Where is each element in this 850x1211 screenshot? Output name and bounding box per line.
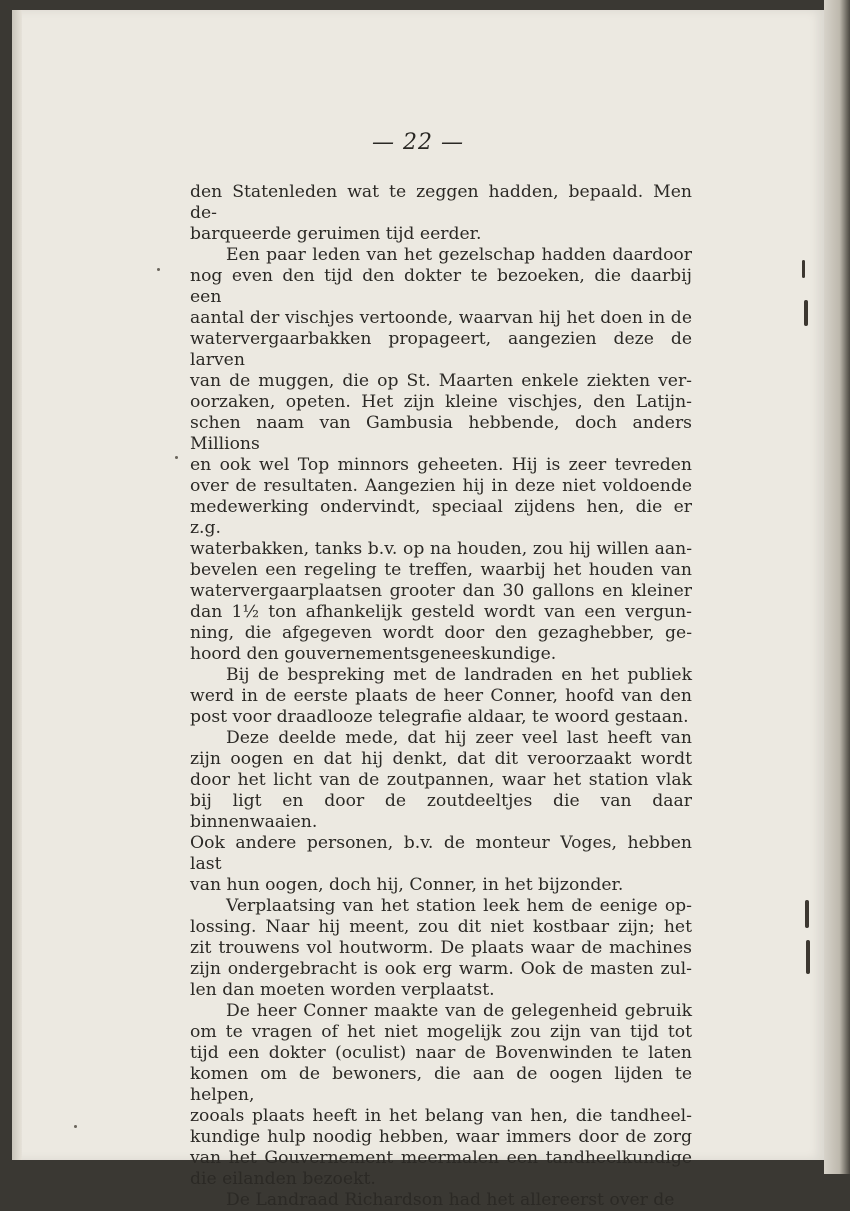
text-line: zijn ondergebracht is ook erg warm. Ook de masten zul- <box>190 959 692 979</box>
text-line: len dan moeten worden verplaatst. <box>190 980 495 1000</box>
text-line: van het Gouvernement meermalen een tandheelkundige <box>190 1148 692 1168</box>
text-line: en ook wel Top minnors geheeten. Hij is zeer tevreden <box>190 455 692 475</box>
text-line: Bij de bespreking met de landraden en het publiek <box>226 665 692 685</box>
text-line: watervergaarbakken propageert, aangezien deze de larven <box>190 329 692 370</box>
text-line: aantal der vischjes vertoonde, waarvan hij het doen in de <box>190 308 692 328</box>
text-line: lossing. Naar hij meent, zou dit niet kostbaar zijn; het <box>190 917 692 937</box>
text-line: ning, die afgegeven wordt door den gezaghebber, ge- <box>190 623 692 643</box>
body-text <box>190 182 692 1211</box>
document-page <box>12 10 824 1210</box>
text-line: om te vragen of het niet mogelijk zou zijn van tijd tot <box>190 1022 692 1042</box>
speck <box>157 268 160 271</box>
text-line: Ook andere personen, b.v. de monteur Voges, hebben last <box>190 833 692 874</box>
text-line: van hun oogen, doch hij, Conner, in het bijzonder. <box>190 875 624 895</box>
text-line: waterbakken, tanks b.v. op na houden, zou hij willen aan- <box>190 539 692 559</box>
text-line: Een paar leden van het gezelschap hadden daardoor <box>226 245 692 265</box>
speck <box>74 1125 77 1128</box>
text-line: Deze deelde mede, dat hij zeer veel last heeft van <box>226 728 692 748</box>
text-line: komen om de bewoners, die aan de oogen lijden te helpen, <box>190 1064 692 1105</box>
text-line: nog even den tijd den dokter te bezoeken, die daarbij een <box>190 266 692 307</box>
text-line: zijn oogen en dat hij denkt, dat dit veroorzaakt wordt <box>190 749 692 769</box>
text-line: medewerking ondervindt, speciaal zijdens hen, die er z.g. <box>190 497 692 538</box>
text-line: door het licht van de zoutpannen, waar het station vlak <box>190 770 692 790</box>
binding-mark <box>805 900 809 928</box>
text-line: De Landraad Richardson had het allereerst over de <box>226 1190 675 1210</box>
text-line: den Statenleden wat te zeggen hadden, bepaald. Men de- <box>190 182 692 223</box>
page-number: — 22 — <box>372 130 464 155</box>
text-line: Verplaatsing van het station leek hem de eenige op- <box>226 896 692 916</box>
binding-mark <box>804 300 808 326</box>
text-line: van de muggen, die op St. Maarten enkele ziekten ver- <box>190 371 692 391</box>
speck <box>175 456 178 459</box>
text-line: over de resultaten. Aangezien hij in deze niet voldoende <box>190 476 692 496</box>
binding-mark <box>806 940 810 974</box>
text-line: schen naam van Gambusia hebbende, doch anders Millions <box>190 413 692 454</box>
text-line: barqueerde geruimen tijd eerder. <box>190 224 482 244</box>
text-line: zit trouwens vol houtworm. De plaats waar de machines <box>190 938 692 958</box>
text-line: bij ligt en door de zoutdeeltjes die van daar binnenwaaien. <box>190 791 692 832</box>
text-line: tijd een dokter (oculist) naar de Bovenwinden te laten <box>190 1043 692 1063</box>
text-line: kundige hulp noodig hebben, waar immers door de zorg <box>190 1127 692 1147</box>
text-line: watervergaarplaatsen grooter dan 30 gallons en kleiner <box>190 581 692 601</box>
text-line: post voor draadlooze telegrafie aldaar, te woord gestaan. <box>190 707 689 727</box>
text-line: die eilanden bezoekt. <box>190 1169 376 1189</box>
text-line: dan 1½ ton afhankelijk gesteld wordt van een vergun- <box>190 602 692 622</box>
text-line: oorzaken, opeten. Het zijn kleine vischjes, den Latijn- <box>190 392 692 412</box>
text-line: De heer Conner maakte van de gelegenheid gebruik <box>226 1001 692 1021</box>
text-line: bevelen een regeling te treffen, waarbij het houden van <box>190 560 692 580</box>
page-edge <box>824 0 850 1174</box>
text-line: hoord den gouvernementsgeneeskundige. <box>190 644 557 664</box>
text-line: werd in de eerste plaats de heer Conner, hoofd van den <box>190 686 692 706</box>
text-line: zooals plaats heeft in het belang van hen, die tandheel- <box>190 1106 692 1126</box>
binding-mark <box>802 260 805 278</box>
